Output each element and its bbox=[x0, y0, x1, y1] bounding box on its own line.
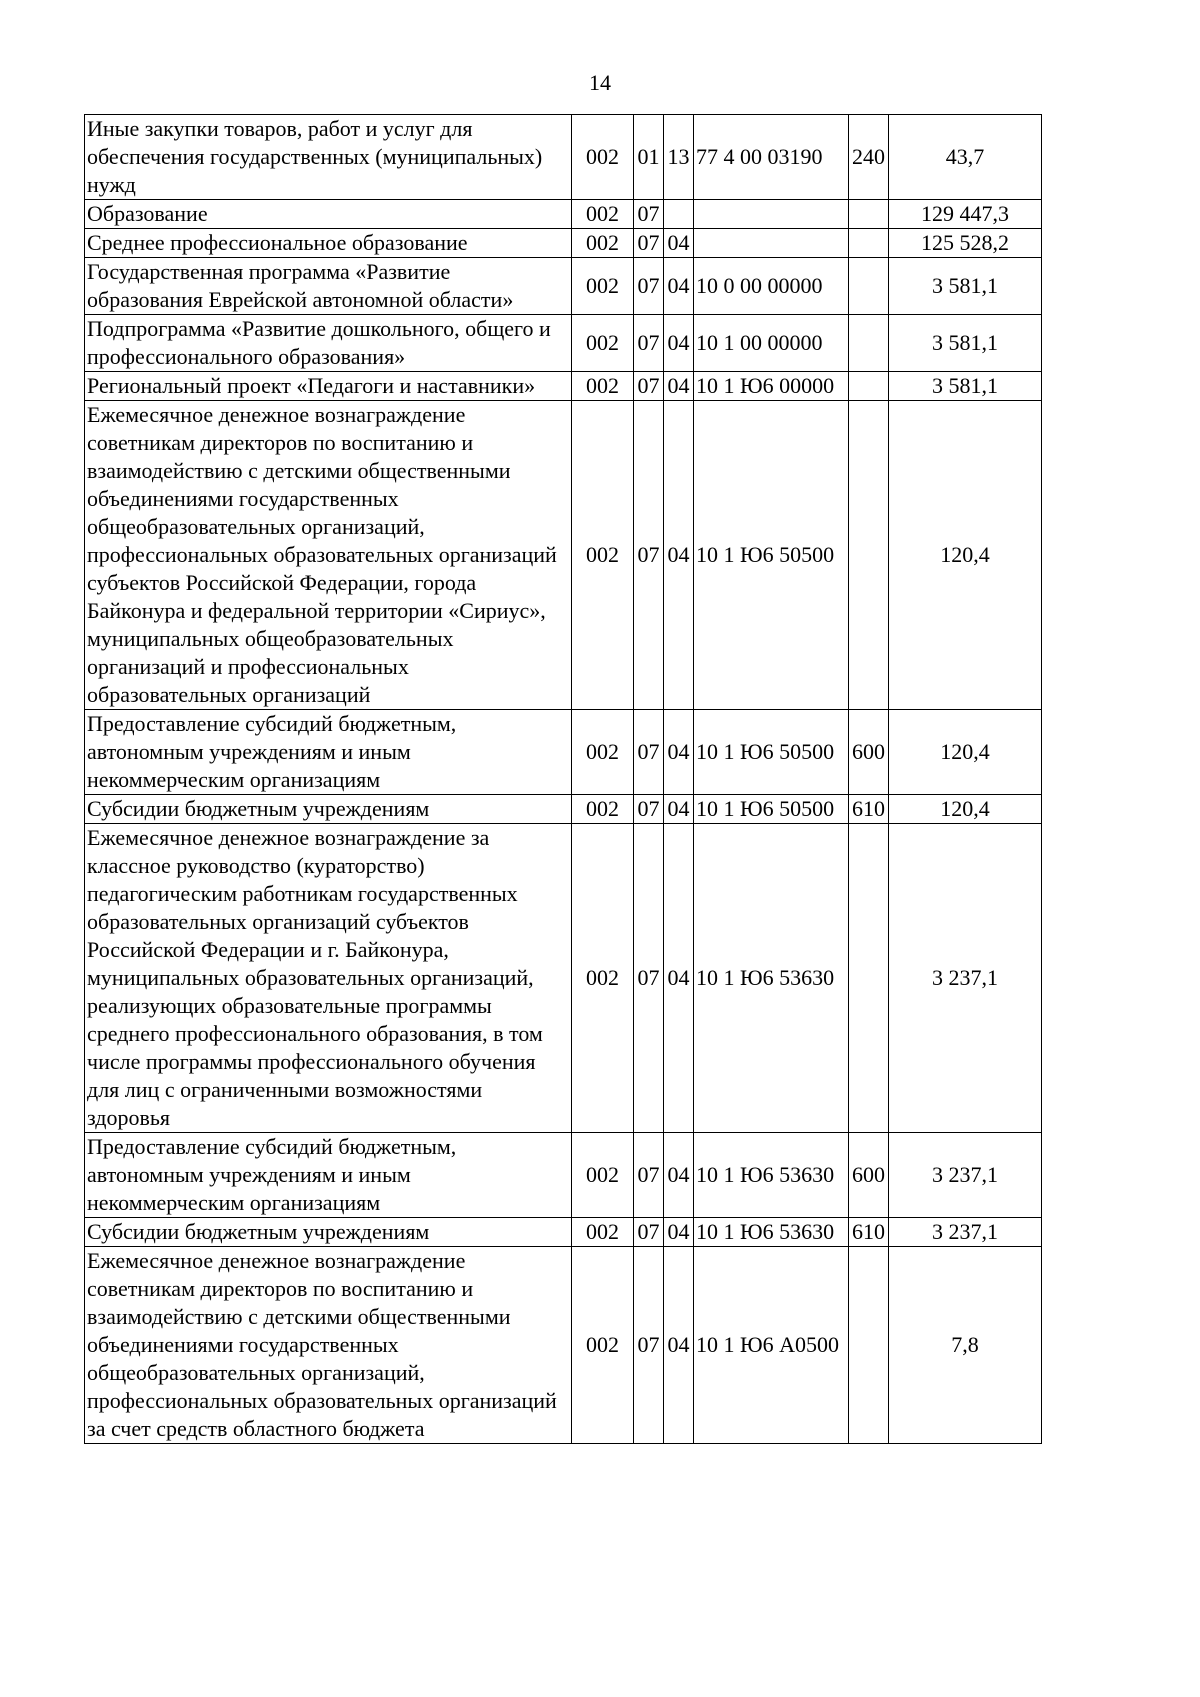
target-article-code-cell: 10 1 Ю6 53630 bbox=[694, 1133, 849, 1218]
amount-cell: 120,4 bbox=[889, 795, 1042, 824]
amount-cell: 3 581,1 bbox=[889, 372, 1042, 401]
target-article-code-cell: 10 1 Ю6 53630 bbox=[694, 1218, 849, 1247]
section-code-cell: 01 bbox=[634, 115, 664, 200]
target-article-code-cell: 10 1 Ю6 53630 bbox=[694, 824, 849, 1133]
amount-cell: 3 237,1 bbox=[889, 1133, 1042, 1218]
amount-cell: 3 237,1 bbox=[889, 1218, 1042, 1247]
grbs-code-cell: 002 bbox=[572, 229, 634, 258]
expense-type-code-cell bbox=[849, 401, 889, 710]
target-article-code-cell: 10 0 00 00000 bbox=[694, 258, 849, 315]
grbs-code-cell: 002 bbox=[572, 258, 634, 315]
table-row bbox=[85, 115, 1042, 200]
row-name-cell: Среднее профессиональное образование bbox=[85, 229, 572, 258]
subsection-code-cell: 04 bbox=[664, 1218, 694, 1247]
section-code-cell: 07 bbox=[634, 229, 664, 258]
expense-type-code-cell bbox=[849, 200, 889, 229]
amount-cell: 43,7 bbox=[889, 115, 1042, 200]
expense-type-code-cell: 600 bbox=[849, 710, 889, 795]
expense-type-code-cell bbox=[849, 824, 889, 1133]
subsection-code-cell: 04 bbox=[664, 824, 694, 1133]
expense-type-code-cell: 240 bbox=[849, 115, 889, 200]
row-name-cell: Иные закупки товаров, работ и услуг для обеспечения государственных (муниципальных) нужд bbox=[85, 115, 572, 200]
expense-type-code-cell: 610 bbox=[849, 795, 889, 824]
amount-cell: 120,4 bbox=[889, 710, 1042, 795]
table-row bbox=[85, 710, 1042, 795]
row-name-cell: Ежемесячное денежное вознаграждение за классное руководство (кураторство) педагогическим работникам государственных образовательных организаций субъектов Российской Федерации и г. Байконура, муниципальных образовательных организаций, реализующих образовательные программы среднего профессионального образования, в том числе программы профессионального обучения для лиц с ограниченными возможностями здоровья bbox=[85, 824, 572, 1133]
expense-type-code-cell: 600 bbox=[849, 1133, 889, 1218]
amount-cell: 3 581,1 bbox=[889, 315, 1042, 372]
section-code-cell: 07 bbox=[634, 258, 664, 315]
table-row bbox=[85, 200, 1042, 229]
amount-cell: 7,8 bbox=[889, 1247, 1042, 1444]
section-code-cell: 07 bbox=[634, 710, 664, 795]
expense-type-code-cell bbox=[849, 372, 889, 401]
grbs-code-cell: 002 bbox=[572, 372, 634, 401]
target-article-code-cell: 10 1 Ю6 50500 bbox=[694, 795, 849, 824]
table-row bbox=[85, 1247, 1042, 1444]
grbs-code-cell: 002 bbox=[572, 1133, 634, 1218]
row-name-cell: Предоставление субсидий бюджетным, автономным учреждениям и иным некоммерческим организациям bbox=[85, 710, 572, 795]
target-article-code-cell: 10 1 Ю6 50500 bbox=[694, 401, 849, 710]
section-code-cell: 07 bbox=[634, 401, 664, 710]
target-article-code-cell: 10 1 Ю6 50500 bbox=[694, 710, 849, 795]
page-number: 14 bbox=[589, 70, 611, 95]
subsection-code-cell: 04 bbox=[664, 401, 694, 710]
amount-cell: 120,4 bbox=[889, 401, 1042, 710]
subsection-code-cell: 04 bbox=[664, 229, 694, 258]
subsection-code-cell bbox=[664, 200, 694, 229]
subsection-code-cell: 04 bbox=[664, 372, 694, 401]
target-article-code-cell: 10 1 Ю6 А0500 bbox=[694, 1247, 849, 1444]
row-name-cell: Предоставление субсидий бюджетным, автономным учреждениям и иным некоммерческим организациям bbox=[85, 1133, 572, 1218]
grbs-code-cell: 002 bbox=[572, 710, 634, 795]
subsection-code-cell: 04 bbox=[664, 795, 694, 824]
expense-type-code-cell: 610 bbox=[849, 1218, 889, 1247]
target-article-code-cell: 77 4 00 03190 bbox=[694, 115, 849, 200]
subsection-code-cell: 04 bbox=[664, 710, 694, 795]
grbs-code-cell: 002 bbox=[572, 1218, 634, 1247]
grbs-code-cell: 002 bbox=[572, 115, 634, 200]
subsection-code-cell: 04 bbox=[664, 1247, 694, 1444]
grbs-code-cell: 002 bbox=[572, 315, 634, 372]
section-code-cell: 07 bbox=[634, 372, 664, 401]
amount-cell: 125 528,2 bbox=[889, 229, 1042, 258]
table-row bbox=[85, 372, 1042, 401]
grbs-code-cell: 002 bbox=[572, 401, 634, 710]
row-name-cell: Образование bbox=[85, 200, 572, 229]
subsection-code-cell: 13 bbox=[664, 115, 694, 200]
subsection-code-cell: 04 bbox=[664, 1133, 694, 1218]
section-code-cell: 07 bbox=[634, 824, 664, 1133]
expense-type-code-cell bbox=[849, 258, 889, 315]
table-row bbox=[85, 401, 1042, 710]
subsection-code-cell: 04 bbox=[664, 315, 694, 372]
row-name-cell: Государственная программа «Развитие образования Еврейской автономной области» bbox=[85, 258, 572, 315]
section-code-cell: 07 bbox=[634, 795, 664, 824]
row-name-cell: Субсидии бюджетным учреждениям bbox=[85, 1218, 572, 1247]
grbs-code-cell: 002 bbox=[572, 1247, 634, 1444]
row-name-cell: Региональный проект «Педагоги и наставники» bbox=[85, 372, 572, 401]
section-code-cell: 07 bbox=[634, 1218, 664, 1247]
budget-table bbox=[84, 114, 1042, 1444]
amount-cell: 3 581,1 bbox=[889, 258, 1042, 315]
section-code-cell: 07 bbox=[634, 1133, 664, 1218]
section-code-cell: 07 bbox=[634, 200, 664, 229]
table-row bbox=[85, 824, 1042, 1133]
section-code-cell: 07 bbox=[634, 1247, 664, 1444]
amount-cell: 129 447,3 bbox=[889, 200, 1042, 229]
grbs-code-cell: 002 bbox=[572, 200, 634, 229]
grbs-code-cell: 002 bbox=[572, 795, 634, 824]
grbs-code-cell: 002 bbox=[572, 824, 634, 1133]
subsection-code-cell: 04 bbox=[664, 258, 694, 315]
target-article-code-cell: 10 1 00 00000 bbox=[694, 315, 849, 372]
row-name-cell: Ежемесячное денежное вознаграждение советникам директоров по воспитанию и взаимодействию с детскими общественными объединениями государственных общеобразовательных организаций, профессиональных образовательных организаций за счет средств областного бюджета bbox=[85, 1247, 572, 1444]
target-article-code-cell bbox=[694, 200, 849, 229]
row-name-cell: Ежемесячное денежное вознаграждение советникам директоров по воспитанию и взаимодействию с детскими общественными объединениями государственных общеобразовательных организаций, профессиональных образовательных организаций субъектов Российской Федерации, города Байконура и федеральной территории «Сириус», муниципальных общеобразовательных организаций и профессиональных образовательных организаций bbox=[85, 401, 572, 710]
expense-type-code-cell bbox=[849, 315, 889, 372]
table-row bbox=[85, 258, 1042, 315]
budget-table-body bbox=[85, 115, 1042, 1444]
target-article-code-cell bbox=[694, 229, 849, 258]
table-row bbox=[85, 315, 1042, 372]
section-code-cell: 07 bbox=[634, 315, 664, 372]
table-row bbox=[85, 1218, 1042, 1247]
amount-cell: 3 237,1 bbox=[889, 824, 1042, 1133]
row-name-cell: Субсидии бюджетным учреждениям bbox=[85, 795, 572, 824]
table-row bbox=[85, 229, 1042, 258]
row-name-cell: Подпрограмма «Развитие дошкольного, общего и профессионального образования» bbox=[85, 315, 572, 372]
expense-type-code-cell bbox=[849, 1247, 889, 1444]
target-article-code-cell: 10 1 Ю6 00000 bbox=[694, 372, 849, 401]
expense-type-code-cell bbox=[849, 229, 889, 258]
table-row bbox=[85, 795, 1042, 824]
table-row bbox=[85, 1133, 1042, 1218]
